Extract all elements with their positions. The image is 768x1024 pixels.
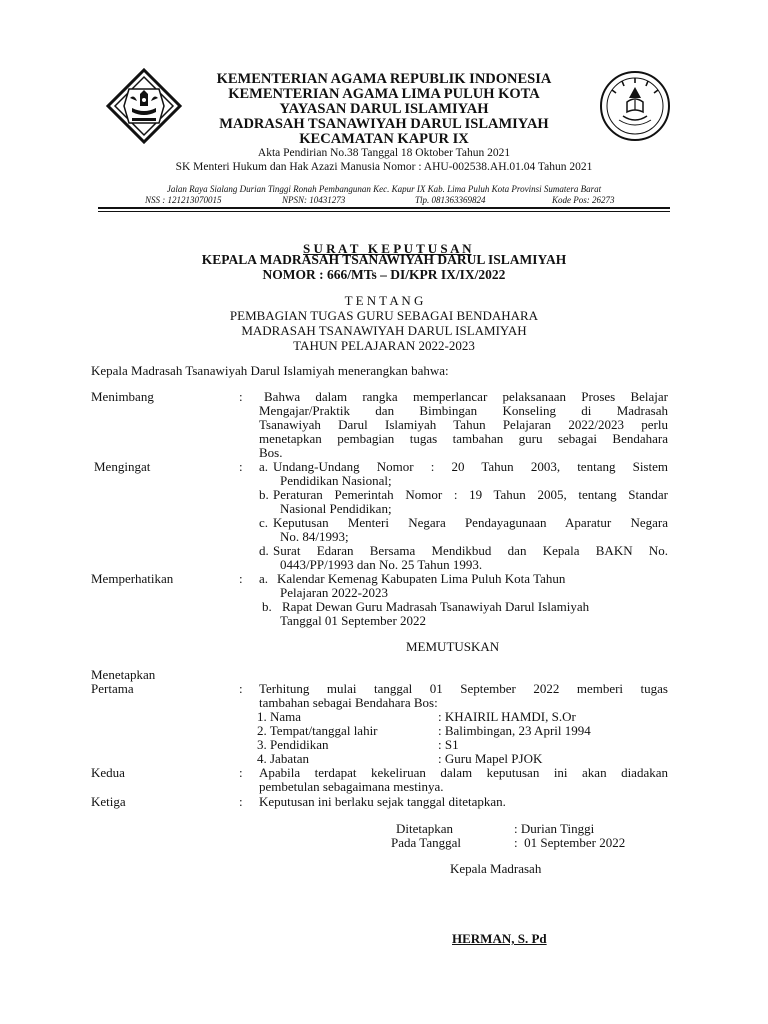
letterhead-address: Jalan Raya Sialang Durian Tinggi Ronah Pembangunan Kec. Kapur IX Kab. Lima Puluh Kota Provinsi Sumatera Barat (166, 184, 602, 194)
field-value-ttl: : Balimbingan, 23 April 1994 (438, 723, 591, 738)
kedua-line-2: pembetulan sebagaimana mestinya. (259, 779, 444, 794)
mengingat-b-line-2: Nasional Pendidikan; (280, 501, 392, 516)
pertama-line-2: tambahan sebagai Bendahara Bos: (259, 695, 438, 710)
signer-role: Kepala Madrasah (450, 861, 542, 876)
memperhatikan-colon: : (239, 571, 243, 586)
memperhatikan-marker-a: a. (259, 571, 269, 586)
kedua-colon: : (239, 765, 243, 780)
mengingat-c-line-1: Keputusan Menteri Negara Pendayagunaan Aparatur Negara (273, 515, 668, 530)
subject-line-3: TAHUN PELAJARAN 2022-2023 (293, 338, 475, 353)
menimbang-line-2: Mengajar/Praktik dan Bimbingan Konseling di Madrasah (259, 403, 668, 418)
memperhatikan-a-line-2: Pelajaran 2022-2023 (280, 585, 388, 600)
mengingat-label: Mengingat (94, 459, 151, 474)
field-label-jabatan: 4. Jabatan (257, 751, 309, 766)
mengingat-a-line-1: Undang-Undang Nomor : 20 Tahun 2003, tentang Sistem (273, 459, 668, 474)
letterhead-akta: Akta Pendirian No.38 Tanggal 18 Oktober Tahun 2021 (257, 147, 511, 159)
mengingat-marker-b: b. (259, 487, 269, 502)
signer-name: HERMAN, S. Pd (452, 931, 547, 946)
field-label-nama: 1. Nama (257, 709, 302, 724)
title-kepala: KEPALA MADRASAH TSANAWIYAH DARUL ISLAMIYAH (201, 252, 567, 267)
field-value-jabatan: : Guru Mapel PJOK (438, 751, 543, 766)
letterhead-npsn: NPSN: 10431273 (282, 195, 346, 205)
ditetapkan-value: : Durian Tinggi (514, 821, 595, 836)
subject-line-2: MADRASAH TSANAWIYAH DARUL ISLAMIYAH (241, 323, 527, 338)
title-nomor: NOMOR : 666/MTs – DI/KPR IX/IX/2022 (262, 267, 506, 282)
memperhatikan-marker-b: b. (262, 599, 272, 614)
letterhead-foundation: YAYASAN DARUL ISLAMIYAH (279, 101, 489, 117)
memutuskan-heading: MEMUTUSKAN (406, 639, 500, 654)
mengingat-b-line-1: Peraturan Pemerintah Nomor : 19 Tahun 2005, tentang Standar (273, 487, 668, 502)
memperhatikan-b-line-1: Rapat Dewan Guru Madrasah Tsanawiyah Darul Islamiyah (282, 599, 590, 614)
document-title: S U R A T K E P U T U S A N (303, 241, 472, 256)
mengingat-marker-a: a. (259, 459, 269, 474)
memperhatikan-b-line-2: Tanggal 01 September 2022 (280, 613, 427, 628)
memperhatikan-label: Memperhatikan (91, 571, 174, 586)
menimbang-label: Menimbang (91, 389, 154, 404)
letterhead-regency: KEMENTERIAN AGAMA LIMA PULUH KOTA (228, 86, 540, 102)
menimbang-colon: : (239, 389, 243, 404)
ketiga-text: Keputusan ini berlaku sejak tanggal ditetapkan. (259, 794, 506, 809)
letterhead-postal: Kode Pos: 26273 (552, 195, 615, 205)
ketiga-label: Ketiga (91, 794, 126, 809)
mengingat-marker-c: c. (259, 515, 269, 530)
ketiga-colon: : (239, 794, 243, 809)
letterhead-sk: SK Menteri Hukum dan Hak Azazi Manusia Nomor : AHU-002538.AH.01.04 Tahun 2021 (175, 161, 593, 173)
menetapkan-label: Menetapkan (91, 667, 156, 682)
subject-line-1: PEMBAGIAN TUGAS GURU SEBAGAI BENDAHARA (229, 308, 539, 323)
memperhatikan-a-line-1: Kalendar Kemenag Kabupaten Lima Puluh Kota Tahun (277, 571, 566, 586)
kedua-line-1: Apabila terdapat kekeliruan dalam keputusan ini akan diadakan (259, 765, 668, 780)
letterhead-ministry: KEMENTERIAN AGAMA REPUBLIK INDONESIA (216, 71, 552, 87)
pertama-line-1: Terhitung mulai tanggal 01 September 2022 memberi tugas (259, 681, 668, 696)
menimbang-line-1: Bahwa dalam rangka memperlancar pelaksanaan Proses Belajar (264, 389, 668, 404)
mengingat-c-line-2: No. 84/1993; (280, 529, 349, 544)
tanggal-label: Pada Tanggal (391, 835, 461, 850)
letterhead-school: MADRASAH TSANAWIYAH DARUL ISLAMIYAH (219, 116, 549, 132)
intro-text: Kepala Madrasah Tsanawiyah Darul Islamiyah menerangkan bahwa: (91, 363, 449, 378)
mengingat-marker-d: d. (259, 543, 269, 558)
mengingat-d-line-1: Surat Edaran Bersama Mendikbud dan Kepala BAKN No. (273, 543, 668, 558)
pertama-colon: : (239, 681, 243, 696)
menimbang-line-3: Tsanawiyah Darul Islamiyah Tahun Pelajaran 2022/2023 perlu (259, 417, 668, 432)
field-label-pendidikan: 3. Pendidikan (257, 737, 329, 752)
mengingat-a-line-2: Pendidikan Nasional; (280, 473, 392, 488)
letterhead-nss: NSS : 121213070015 (145, 195, 222, 205)
letterhead-rule-thin (98, 211, 670, 212)
field-value-pendidikan: : S1 (438, 737, 459, 752)
tanggal-value: : 01 September 2022 (514, 835, 626, 850)
mengingat-colon: : (239, 459, 243, 474)
mengingat-d-line-2: 0443/PP/1993 dan No. 25 Tahun 1993. (280, 557, 483, 572)
kedua-label: Kedua (91, 765, 125, 780)
ditetapkan-label: Ditetapkan (396, 821, 454, 836)
menimbang-line-4: menetapkan pembagian tugas tambahan guru sebagai Bendahara (259, 431, 668, 446)
pertama-label: Pertama (91, 681, 134, 696)
letterhead-phone: Tlp. 081363369824 (415, 195, 486, 205)
letterhead-rule-thick (98, 207, 670, 209)
letterhead-district: KECAMATAN KAPUR IX (299, 131, 469, 147)
menimbang-line-5: Bos. (259, 445, 283, 460)
field-value-nama: : KHAIRIL HAMDI, S.Or (438, 709, 576, 724)
title-tentang: T E N T A N G (344, 293, 424, 308)
field-label-ttl: 2. Tempat/tanggal lahir (257, 723, 378, 738)
